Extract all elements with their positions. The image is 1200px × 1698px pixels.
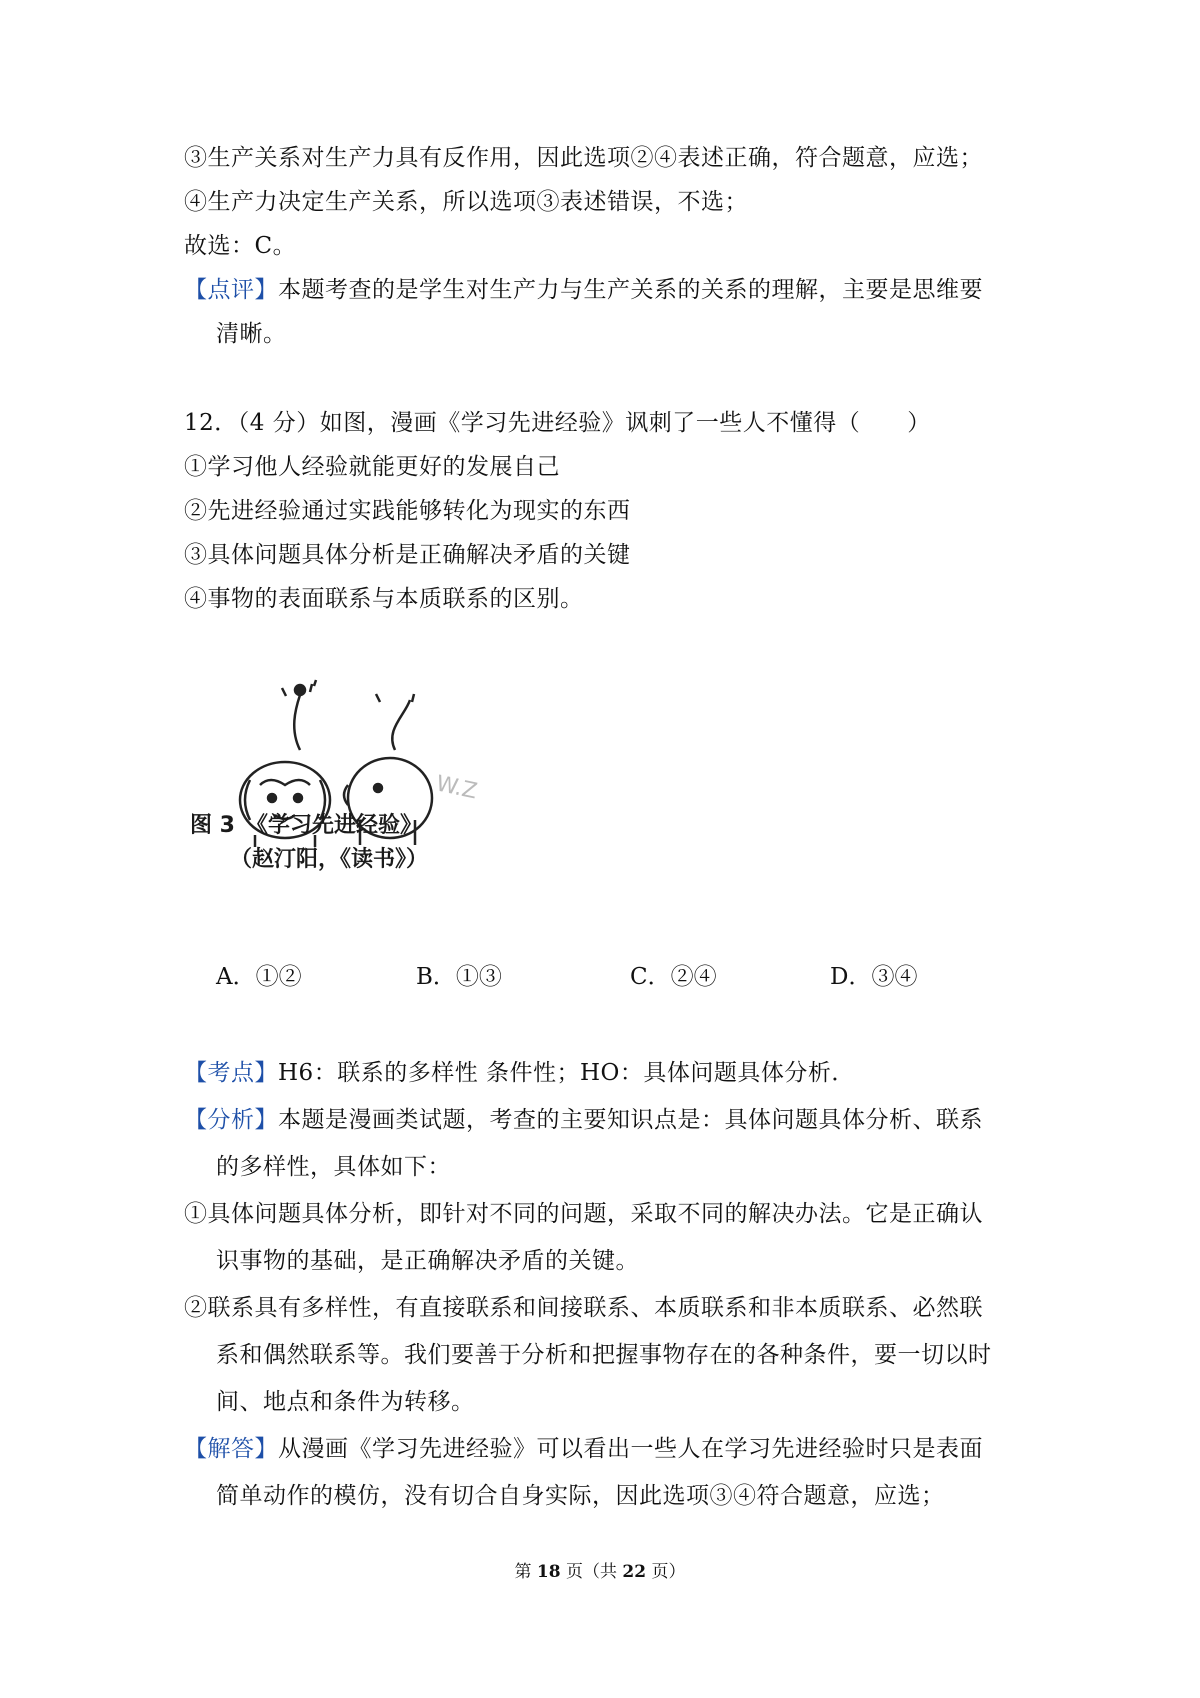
text-line: ④生产力决定生产关系，所以选项③表述错误，不选； [184, 189, 748, 215]
fenxi-line [184, 1105, 983, 1135]
svg-text:W.Z: W.Z [433, 771, 480, 805]
figure-source: （赵汀阳，《读书》） [230, 847, 429, 872]
question-item: ③具体问题具体分析是正确解决矛盾的关键 [184, 542, 631, 568]
footer-total: 22 [622, 1562, 647, 1582]
fenxi-text: 本题是漫画类试题，考查的主要知识点是：具体问题具体分析、联系 [278, 1107, 983, 1133]
page-footer [0, 1560, 1200, 1584]
text-line: 的多样性，具体如下： [216, 1154, 451, 1180]
review-text: 本题考查的是学生对生产力与生产关系的关系的理解，主要是思维要 [278, 277, 983, 303]
footer-middle: 页（共 [566, 1562, 617, 1582]
figure-caption: 图 3 《学习先进经验》 [190, 813, 422, 838]
text-line: 系和偶然联系等。我们要善于分析和把握事物存在的各种条件，要一切以时 [216, 1342, 992, 1368]
option-d: D．③④ [830, 964, 918, 990]
jieda-line [184, 1434, 983, 1464]
text-line: 简单动作的模仿，没有切合自身实际，因此选项③④符合题意，应选； [216, 1483, 945, 1509]
footer-suffix: 页） [651, 1562, 686, 1582]
review-tag: 【点评】 [184, 277, 278, 303]
footer-page: 18 [536, 1562, 561, 1582]
kaodian-text: H6：联系的多样性 条件性；HO：具体问题具体分析． [278, 1060, 855, 1086]
footer-prefix: 第 [514, 1562, 532, 1582]
text-line: 清晰。 [216, 321, 287, 347]
option-b: B．①③ [416, 964, 502, 990]
question-stem: 12．（4 分）如图，漫画《学习先进经验》讽刺了一些人不懂得（ ） [184, 410, 931, 436]
jieda-tag: 【解答】 [184, 1436, 278, 1462]
text-line: ③生产关系对生产力具有反作用，因此选项②④表述正确，符合题意，应选； [184, 145, 983, 171]
question-item: ②先进经验通过实践能够转化为现实的东西 [184, 498, 631, 524]
question-item: ①学习他人经验就能更好的发展自己 [184, 454, 560, 480]
jieda-text: 从漫画《学习先进经验》可以看出一些人在学习先进经验时只是表面 [278, 1436, 983, 1462]
review-line [184, 275, 983, 305]
text-line: ①具体问题具体分析，即针对不同的问题，采取不同的解决办法。它是正确认 [184, 1201, 983, 1227]
option-c: C．②④ [630, 964, 717, 990]
option-a: A．①② [216, 964, 302, 990]
fenxi-tag: 【分析】 [184, 1107, 278, 1133]
kaodian-line [184, 1058, 855, 1088]
cartoon-figure [190, 670, 530, 940]
kaodian-tag: 【考点】 [184, 1060, 278, 1086]
text-line: 识事物的基础，是正确解决矛盾的关键。 [216, 1248, 639, 1274]
text-line: 故选：C。 [184, 233, 297, 259]
question-item: ④事物的表面联系与本质联系的区别。 [184, 586, 584, 612]
text-line: 间、地点和条件为转移。 [216, 1389, 475, 1415]
text-line: ②联系具有多样性，有直接联系和间接联系、本质联系和非本质联系、必然联 [184, 1295, 983, 1321]
